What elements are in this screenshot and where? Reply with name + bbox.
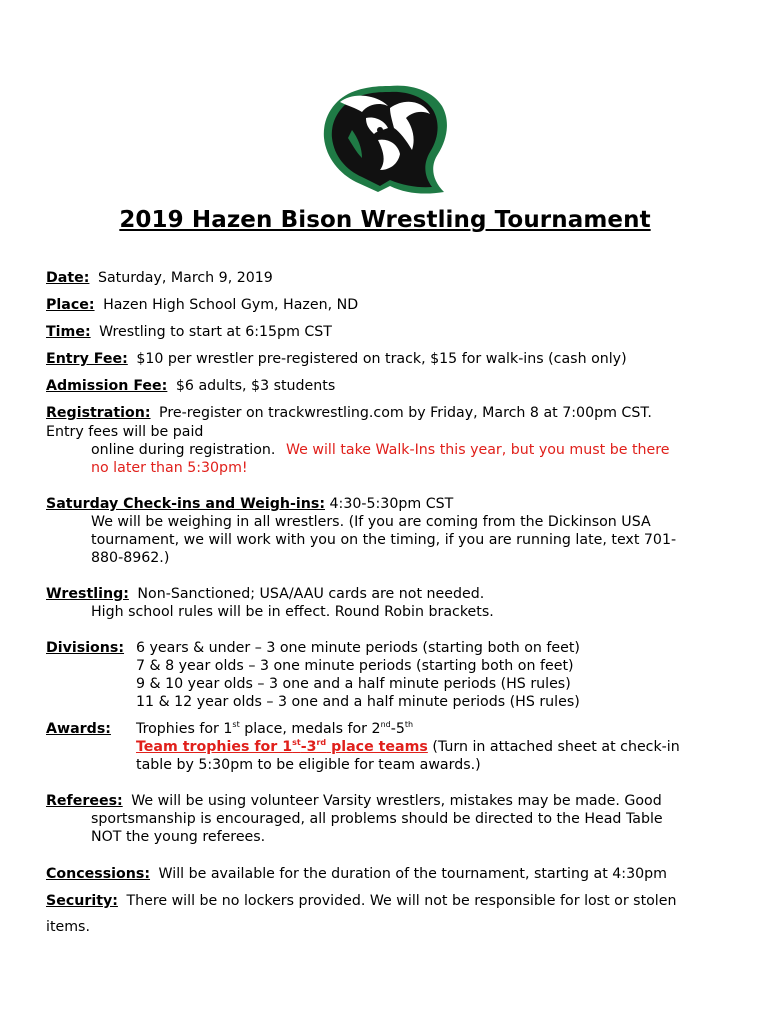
entry-fee-label: Entry Fee: — [46, 351, 128, 367]
team-trophies-sup: rd — [316, 738, 327, 747]
registration-row — [46, 404, 652, 422]
referees-line3: NOT the young referees. — [91, 829, 266, 845]
division-item: 9 & 10 year olds – 3 one and a half minute periods (HS rules) — [136, 676, 571, 692]
referees-label: Referees: — [46, 793, 123, 809]
place-label: Place: — [46, 297, 95, 313]
security-value: There will be no lockers provided. We will not be responsible for lost or stolen — [126, 893, 677, 909]
checkin-line3: 880-8962.) — [91, 550, 170, 566]
time-label: Time: — [46, 324, 91, 340]
awards-line1 — [136, 720, 413, 738]
registration-line2: Entry fees will be paid — [46, 424, 204, 440]
admission-fee-label: Admission Fee: — [46, 378, 168, 394]
awards-text: (Turn in attached sheet at check-in — [427, 739, 680, 755]
security-label: Security: — [46, 893, 118, 909]
page-title: 2019 Hazen Bison Wrestling Tournament — [119, 207, 651, 233]
checkin-row — [46, 495, 453, 513]
time-value: Wrestling to start at 6:15pm CST — [99, 324, 332, 340]
checkin-line1: We will be weighing in all wrestlers. (If you are coming from the Dickinson USA — [91, 514, 651, 530]
concessions-row — [46, 865, 667, 883]
referees-value: We will be using volunteer Varsity wrestlers, mistakes may be made. Good — [131, 793, 662, 809]
team-trophies-sup: st — [292, 738, 301, 747]
place-row — [46, 296, 358, 314]
division-item: 6 years & under – 3 one minute periods (starting both on feet) — [136, 640, 580, 656]
security-row — [46, 892, 676, 910]
wrestling-line2: High school rules will be in effect. Round Robin brackets. — [91, 604, 494, 620]
awards-text: Trophies for 1 — [136, 721, 233, 737]
date-label: Date: — [46, 270, 90, 286]
registration-line1: Pre-register on trackwrestling.com by Friday, March 8 at 7:00pm CST. — [159, 405, 652, 421]
awards-line2 — [136, 738, 680, 756]
division-item: 7 & 8 year olds – 3 one minute periods (starting both on feet) — [136, 658, 574, 674]
registration-label: Registration: — [46, 405, 151, 421]
awards-text: -5 — [390, 721, 405, 737]
wrestling-label: Wrestling: — [46, 586, 129, 602]
wrestling-value: Non-Sanctioned; USA/AAU cards are not needed. — [137, 586, 485, 602]
registration-walkin-note: We will take Walk-Ins this year, but you must be there — [285, 442, 670, 458]
date-value: Saturday, March 9, 2019 — [97, 270, 273, 286]
awards-sup: nd — [380, 720, 391, 729]
concessions-value: Will be available for the duration of the tournament, starting at 4:30pm — [158, 866, 667, 882]
checkin-line2: tournament, we will work with you on the timing, if you are running late, text 701- — [91, 532, 677, 548]
referees-row — [46, 792, 662, 810]
team-trophies-part: -3 — [300, 739, 317, 755]
division-item: 11 & 12 year olds – 3 one and a half minute periods (HS rules) — [136, 694, 580, 710]
entry-fee-row — [46, 350, 627, 368]
awards-text: place, medals for 2 — [239, 721, 381, 737]
team-trophies-text — [136, 739, 428, 755]
concessions-label: Concessions: — [46, 866, 151, 882]
wrestling-row — [46, 585, 484, 603]
team-trophies-part: place teams — [326, 739, 428, 755]
awards-line3: table by 5:30pm to be eligible for team awards.) — [136, 757, 481, 773]
admission-fee-row — [46, 377, 335, 395]
team-trophies-part: Team trophies for 1 — [136, 739, 293, 755]
checkin-label: Saturday Check-ins and Weigh-ins: — [46, 496, 325, 512]
registration-walkin-note-2: no later than 5:30pm! — [91, 460, 248, 476]
divisions-label: Divisions: — [46, 640, 125, 656]
time-row — [46, 323, 332, 341]
entry-fee-value: $10 per wrestler pre-registered on track, $15 for walk-ins (cash only) — [136, 351, 627, 367]
registration-line3-row — [91, 441, 669, 459]
admission-fee-value: $6 adults, $3 students — [175, 378, 336, 394]
security-line2: items. — [46, 919, 90, 935]
checkin-value: 4:30-5:30pm CST — [329, 496, 454, 512]
place-value: Hazen High School Gym, Hazen, ND — [103, 297, 359, 313]
awards-label: Awards: — [46, 721, 111, 737]
registration-line3: online during registration. — [91, 442, 276, 458]
bison-logo — [318, 82, 452, 195]
referees-line2: sportsmanship is encouraged, all problems should be directed to the Head Table — [91, 811, 663, 827]
awards-sup: th — [404, 720, 414, 729]
date-row — [46, 269, 273, 287]
awards-sup: st — [232, 720, 240, 729]
